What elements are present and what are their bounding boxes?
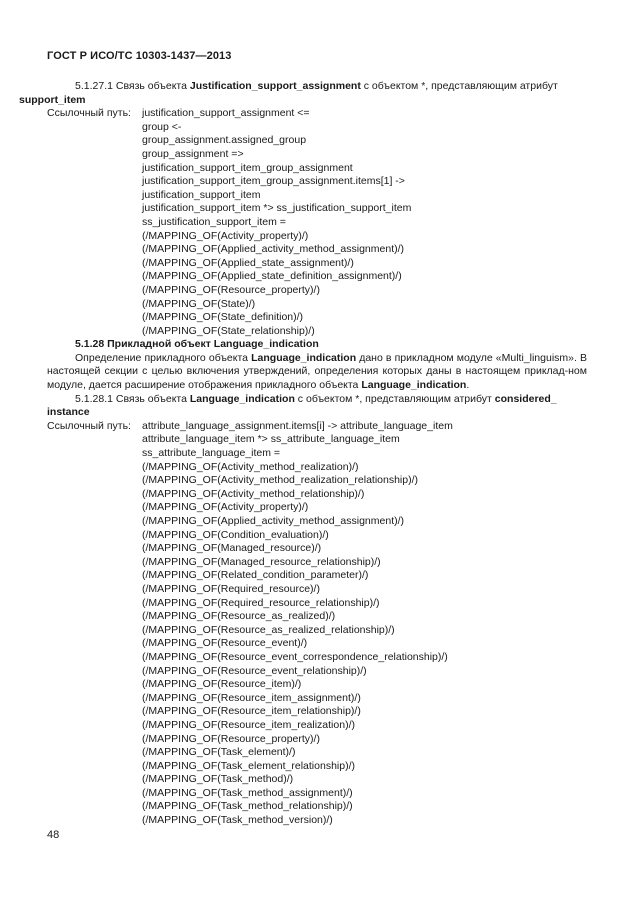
paragraph-language-indication bbox=[47, 352, 587, 393]
subclause-text: 5.1.27.1 Связь объекта bbox=[75, 80, 190, 92]
path-line: (/MAPPING_OF(Activity_method_relationship)/) bbox=[142, 487, 365, 500]
path-line: (/MAPPING_OF(Task_element)/) bbox=[142, 746, 296, 759]
path-line: (/MAPPING_OF(Resource_item_assignment)/) bbox=[142, 691, 361, 704]
document-header: ГОСТ Р ИСО/ТС 10303-1437—2013 bbox=[47, 50, 232, 62]
path-line: (/MAPPING_OF(Required_resource)/) bbox=[142, 582, 320, 595]
path-line: group <- bbox=[142, 120, 182, 133]
path-line: attribute_language_assignment.items[i] -> attribute_language_item bbox=[142, 419, 453, 432]
reference-path-label: Ссылочный путь: bbox=[47, 107, 131, 120]
path-line: (/MAPPING_OF(Resource_item)/) bbox=[142, 678, 302, 691]
path-line: justification_support_assignment <= bbox=[142, 107, 310, 120]
path-line: (/MAPPING_OF(Resource_as_realized_relationship)/) bbox=[142, 623, 395, 636]
path-line: (/MAPPING_OF(Resource_as_realized)/) bbox=[142, 610, 336, 623]
path-line: (/MAPPING_OF(Resource_item_realization)/) bbox=[142, 718, 355, 731]
subclause-5-1-28-1 bbox=[47, 393, 587, 420]
path-line: (/MAPPING_OF(Task_method)/) bbox=[142, 773, 294, 786]
path-line: group_assignment.assigned_group bbox=[142, 134, 307, 147]
path-line: justification_support_item *> ss_justification_support_item bbox=[142, 202, 412, 215]
subclause-text: с объектом *, представляющим атрибут bbox=[360, 80, 558, 92]
path-line: (/MAPPING_OF(Condition_evaluation)/) bbox=[142, 528, 329, 541]
reference-path-2 bbox=[47, 420, 587, 828]
path-line: (/MAPPING_OF(Resource_item_relationship)/) bbox=[142, 705, 361, 718]
path-line: (/MAPPING_OF(Activity_property)/) bbox=[142, 229, 309, 242]
attribute-name: considered_ instance bbox=[47, 392, 557, 419]
path-line: (/MAPPING_OF(Applied_activity_method_assignment)/) bbox=[142, 515, 405, 527]
path-line: justification_support_item_group_assignment.items[1] -> bbox=[142, 175, 405, 188]
subclause-text: с объектом *, представляющим атрибут bbox=[294, 392, 495, 405]
path-line: (/MAPPING_OF(Resource_property)/) bbox=[142, 283, 320, 296]
path-line: ss_attribute_language_item = bbox=[142, 447, 281, 460]
reference-path-lines bbox=[142, 107, 587, 338]
path-line: (/MAPPING_OF(Activity_method_realization_relationship)/) bbox=[142, 474, 419, 487]
paragraph-text: Определение прикладного объекта bbox=[75, 351, 252, 364]
path-line: (/MAPPING_OF(Activity_method_realization)/) bbox=[142, 460, 359, 473]
path-line: attribute_language_item *> ss_attribute_language_item bbox=[142, 433, 400, 446]
path-line: (/MAPPING_OF(State_definition)/) bbox=[142, 311, 304, 324]
path-line: (/MAPPING_OF(Managed_resource_relationship)/) bbox=[142, 555, 381, 568]
reference-path-lines bbox=[142, 420, 587, 828]
entity-name: Justification_support_assignment bbox=[189, 80, 361, 92]
paragraph-text: дано в прикладном модуле «Multi_linguism». В настоящей секции с целью включения утверждений, определения которых даны в настоящем приклад-ном модуле, дается расширение отображения прикладного объекта bbox=[47, 351, 587, 392]
path-line: ss_justification_support_item = bbox=[142, 215, 286, 228]
page-number: 48 bbox=[47, 829, 60, 841]
path-line: (/MAPPING_OF(Related_condition_parameter)/) bbox=[142, 569, 369, 582]
path-line: justification_support_item_group_assignment bbox=[142, 161, 353, 174]
path-line: (/MAPPING_OF(Task_element_relationship)/) bbox=[142, 759, 355, 772]
entity-name: Language_indication bbox=[189, 392, 295, 405]
clause-heading-5-1-28: 5.1.28 Прикладной объект Language_indication bbox=[75, 338, 319, 351]
reference-path-1 bbox=[47, 107, 587, 338]
path-line: (/MAPPING_OF(State)/) bbox=[142, 297, 256, 310]
path-line: (/MAPPING_OF(Managed_resource)/) bbox=[142, 542, 322, 555]
path-line: justification_support_item bbox=[142, 188, 261, 201]
path-line: (/MAPPING_OF(Resource_event_relationship)/) bbox=[142, 664, 367, 677]
path-line: group_assignment => bbox=[142, 147, 244, 160]
path-line: (/MAPPING_OF(State_relationship)/) bbox=[142, 324, 315, 337]
path-line: (/MAPPING_OF(Task_method_version)/) bbox=[142, 814, 333, 827]
path-line: (/MAPPING_OF(Resource_event)/) bbox=[142, 637, 308, 650]
document-body bbox=[19, 80, 587, 828]
attribute-name: support_item bbox=[19, 93, 86, 106]
path-line: (/MAPPING_OF(Applied_state_assignment)/) bbox=[142, 256, 354, 269]
subclause-5-1-27-1 bbox=[19, 80, 587, 107]
reference-path-label: Ссылочный путь: bbox=[47, 419, 131, 432]
path-line: (/MAPPING_OF(Resource_property)/) bbox=[142, 732, 320, 745]
entity-name: Language_indication bbox=[361, 379, 467, 392]
path-line: (/MAPPING_OF(Resource_event_correspondence_relationship)/) bbox=[142, 650, 448, 663]
path-line: (/MAPPING_OF(Required_resource_relationship)/) bbox=[142, 596, 380, 609]
subclause-text: 5.1.28.1 Связь объекта bbox=[75, 392, 190, 405]
path-line: (/MAPPING_OF(Applied_state_definition_assignment)/) bbox=[142, 270, 402, 283]
path-line: (/MAPPING_OF(Task_method_assignment)/) bbox=[142, 786, 353, 799]
path-line: (/MAPPING_OF(Task_method_relationship)/) bbox=[142, 800, 353, 813]
path-line: (/MAPPING_OF(Applied_activity_method_assignment)/) bbox=[142, 243, 405, 256]
paragraph-text: . bbox=[466, 379, 470, 392]
path-line: (/MAPPING_OF(Activity_property)/) bbox=[142, 501, 309, 514]
entity-name: Language_indication bbox=[251, 351, 357, 364]
